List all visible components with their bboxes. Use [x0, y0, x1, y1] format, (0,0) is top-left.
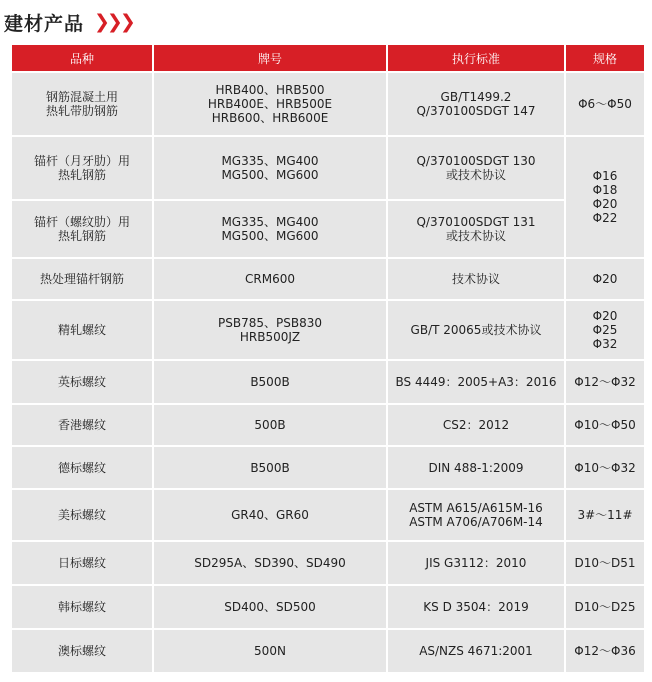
chevron-right-icon: ❯❯❯ [94, 11, 133, 33]
standard-text: Q/370100SDGT 147 [416, 104, 536, 118]
spec-text: Φ32 [592, 337, 618, 351]
cell-standard [388, 301, 564, 359]
variety-text: 香港螺纹 [57, 418, 106, 432]
cell-grade [154, 405, 386, 445]
grade-text: SD400、SD500 [224, 600, 316, 614]
cell-standard [388, 490, 564, 540]
cell-variety [12, 301, 152, 359]
cell-variety [12, 361, 152, 403]
grade-text: MG335、MG400 [221, 215, 319, 229]
cell-standard [388, 137, 564, 199]
variety-text: 钢筋混凝土用 [45, 90, 118, 104]
product-table [10, 43, 646, 674]
grade-text: 500N [254, 644, 286, 658]
spec-text: 3#～11# [577, 508, 633, 522]
variety-text: 锚杆（月牙肋）用 [33, 154, 130, 168]
table-row [12, 361, 644, 403]
table-row [12, 301, 644, 359]
standard-text: ASTM A706/A706M-14 [409, 515, 543, 529]
cell-grade [154, 542, 386, 584]
spec-text: Φ25 [592, 323, 618, 337]
grade-text: HRB500JZ [239, 330, 301, 344]
grade-text: MG500、MG600 [221, 168, 319, 182]
standard-text: ASTM A615/A615M-16 [409, 501, 543, 515]
cell-spec [566, 405, 644, 445]
cell-standard [388, 542, 564, 584]
variety-text: 热处理锚杆钢筋 [39, 272, 124, 286]
spec-text: Φ10～Φ32 [574, 460, 636, 475]
cell-variety [12, 137, 152, 199]
variety-text: 热轧钢筋 [57, 229, 106, 243]
standard-text: 技术协议 [451, 272, 500, 286]
standard-text: Q/370100SDGT 131 [416, 215, 536, 229]
cell-standard [388, 361, 564, 403]
cell-spec [566, 586, 644, 628]
cell-variety [12, 490, 152, 540]
variety-text: 热轧钢筋 [57, 168, 106, 182]
grade-text: HRB600、HRB600E [211, 111, 329, 125]
table-row [12, 490, 644, 540]
standard-text: DIN 488-1:2009 [428, 460, 524, 475]
variety-text: 精轧螺纹 [57, 323, 106, 337]
grade-text: 500B [254, 418, 286, 432]
grade-text: HRB400、HRB500 [215, 83, 325, 97]
cell-grade [154, 361, 386, 403]
grade-text: B500B [250, 460, 290, 475]
cell-variety [12, 542, 152, 584]
standard-text: CS2：2012 [442, 418, 510, 432]
table-row [12, 259, 644, 299]
cell-grade [154, 586, 386, 628]
cell-standard [388, 630, 564, 672]
standard-text: 或技术协议 [445, 229, 506, 243]
cell-spec [566, 542, 644, 584]
cell-grade [154, 630, 386, 672]
grade-text: CRM600 [245, 272, 295, 286]
cell-variety [12, 586, 152, 628]
grade-text: MG500、MG600 [221, 229, 319, 243]
spec-text: Φ12～Φ32 [574, 375, 636, 389]
variety-text: 美标螺纹 [57, 508, 106, 522]
spec-text: Φ20 [592, 309, 618, 323]
column-header-standard: 执行标准 [388, 45, 564, 71]
column-header-grade: 牌号 [154, 45, 386, 71]
grade-text: SD295A、SD390、SD490 [194, 556, 346, 570]
cell-spec [566, 630, 644, 672]
cell-standard [388, 586, 564, 628]
cell-standard [388, 447, 564, 488]
cell-spec [566, 137, 644, 257]
variety-text: 德标螺纹 [57, 460, 106, 475]
cell-spec [566, 259, 644, 299]
spec-text: Φ18 [592, 183, 618, 197]
section-header [4, 4, 133, 40]
spec-text: Φ12～Φ36 [574, 644, 636, 658]
grade-text: GR40、GR60 [231, 508, 309, 522]
cell-grade [154, 201, 386, 257]
standard-text: JIS G3112：2010 [425, 556, 527, 570]
cell-variety [12, 201, 152, 257]
section-title: 建材产品 [4, 12, 85, 35]
table-row [12, 586, 644, 628]
spec-text: Φ20 [592, 197, 618, 211]
table-row [12, 630, 644, 672]
variety-text: 日标螺纹 [57, 556, 106, 570]
variety-text: 锚杆（螺纹肋）用 [33, 215, 130, 229]
cell-variety [12, 259, 152, 299]
cell-spec [566, 490, 644, 540]
variety-text: 热轧带肋钢筋 [45, 104, 118, 118]
table-body [12, 73, 644, 672]
cell-spec [566, 447, 644, 488]
column-header-variety: 品种 [12, 45, 152, 71]
table-row [12, 201, 644, 257]
spec-text: D10～D51 [574, 556, 636, 570]
standard-text: Q/370100SDGT 130 [416, 154, 536, 168]
spec-text: Φ10～Φ50 [574, 418, 636, 432]
spec-text: Φ16 [592, 169, 618, 183]
cell-standard [388, 405, 564, 445]
cell-standard [388, 201, 564, 257]
variety-text: 英标螺纹 [57, 375, 106, 389]
cell-grade [154, 447, 386, 488]
table-row [12, 542, 644, 584]
spec-text: Φ20 [592, 272, 618, 286]
standard-text: KS D 3504：2019 [423, 600, 529, 614]
grade-text: MG335、MG400 [221, 154, 319, 168]
cell-grade [154, 73, 386, 135]
spec-text: D10～D25 [574, 600, 636, 614]
standard-text: 或技术协议 [445, 168, 506, 182]
cell-spec [566, 301, 644, 359]
grade-text: PSB785、PSB830 [218, 316, 322, 330]
cell-variety [12, 447, 152, 488]
grade-text: HRB400E、HRB500E [207, 97, 333, 111]
cell-standard [388, 73, 564, 135]
standard-text: BS 4449：2005+A3：2016 [395, 375, 557, 389]
table-row [12, 405, 644, 445]
cell-grade [154, 490, 386, 540]
table-row [12, 73, 644, 135]
cell-variety [12, 405, 152, 445]
spec-text: Φ22 [592, 211, 618, 225]
table-header-row [12, 45, 644, 71]
grade-text: B500B [250, 375, 290, 389]
cell-grade [154, 137, 386, 199]
cell-variety [12, 630, 152, 672]
variety-text: 韩标螺纹 [57, 600, 106, 614]
cell-variety [12, 73, 152, 135]
table-row [12, 137, 644, 199]
cell-standard [388, 259, 564, 299]
standard-text: AS/NZS 4671:2001 [419, 644, 533, 658]
table-row [12, 447, 644, 488]
cell-spec [566, 361, 644, 403]
spec-text: Φ6～Φ50 [578, 97, 632, 111]
cell-spec [566, 73, 644, 135]
column-header-spec: 规格 [566, 45, 644, 71]
standard-text: GB/T 20065或技术协议 [410, 323, 542, 337]
cell-grade [154, 259, 386, 299]
variety-text: 澳标螺纹 [57, 644, 106, 658]
standard-text: GB/T1499.2 [440, 90, 512, 104]
cell-grade [154, 301, 386, 359]
